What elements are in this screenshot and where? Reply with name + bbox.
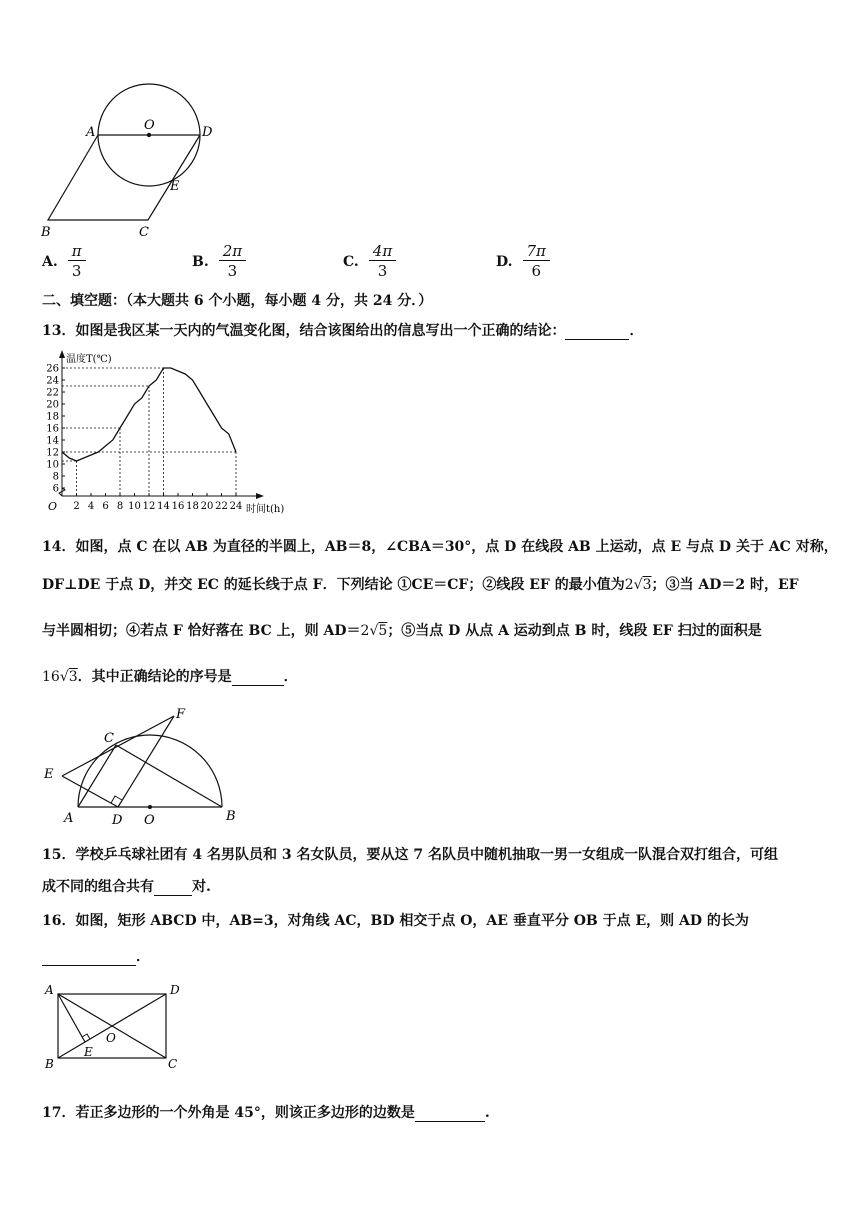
segment-ed [62, 776, 118, 807]
y-tick-label: 24 [46, 375, 59, 387]
option-fraction: $\frac{7\pi}{6}$ [523, 242, 550, 281]
x-tick-label: 16 [171, 501, 185, 512]
figure-q12-circle-parallelogram [36, 78, 236, 240]
x-tick-label: 22 [215, 501, 228, 512]
label-c: C [104, 731, 114, 746]
question-16-line-1: 16．如图，矩形 ABCD 中，AB=3，对角线 AC，BD 相交于点 O，AE 垂直平分 OB 于点 E，则 AD 的长为 [42, 913, 749, 929]
x-tick-label: 14 [157, 501, 170, 512]
center-dot-o [148, 805, 152, 809]
y-tick-label: 6 [52, 483, 59, 495]
section-heading: 二、填空题：（本大题共 6 个小题，每小题 4 分，共 24 分．） [42, 293, 433, 309]
answer-blank-13[interactable] [565, 325, 629, 340]
radical-2-root-5: 2√5 [360, 623, 388, 639]
label-b: B [41, 225, 51, 240]
question-16-line-2: ． [42, 946, 150, 966]
label-a: A [64, 811, 74, 826]
label-e: E [84, 1045, 93, 1059]
question-14-line-4: 16√3．其中正确结论的序号是 ． [42, 669, 298, 685]
origin-label: O [48, 500, 58, 513]
y-tick-label: 22 [46, 387, 59, 399]
center-dot [147, 133, 151, 137]
label-o: O [106, 1031, 116, 1045]
y-axis-label: 温度T(℃) [66, 354, 112, 365]
question-14-line-1: 14．如图，点 C 在以 AB 为直径的半圆上，AB＝8，∠CBA＝30°，点 D 在线段 AB 上运动，点 E 与点 D 关于 AC 对称， [42, 539, 838, 555]
option-b[interactable] [192, 242, 246, 281]
label-d: D [170, 983, 180, 997]
label-a: A [45, 983, 54, 997]
right-angle-mark [111, 796, 122, 803]
question-15-line-1: 15．学校乒乓球社团有 4 名男队员和 3 名女队员，要从这 7 名队员中随机抽取一男一女组成一队混合双打组合，可组 [42, 847, 778, 863]
label-b: B [226, 809, 236, 824]
x-tick-label: 8 [116, 501, 124, 512]
question-13: 13．如图是我区某一天内的气温变化图，结合该图给出的信息写出一个正确的结论： ． [42, 323, 644, 339]
x-tick-label: 10 [128, 501, 141, 512]
x-tick-label: 12 [142, 501, 156, 512]
answer-blank-17[interactable] [415, 1107, 485, 1122]
radical-2-root-3: 2√3 [624, 577, 652, 593]
label-e: E [170, 179, 180, 194]
option-letter: D. [496, 253, 513, 270]
x-tick-label: 24 [229, 501, 243, 512]
question-14-line-2: DF⊥DE 于点 D，并交 EC 的延长线于点 F．下列结论 ①CE＝CF；②线段 EF 的最小值为2√3；③当 AD＝2 时，EF [42, 577, 799, 593]
answer-blank-16[interactable] [42, 951, 136, 966]
x-tick-label: 2 [73, 501, 80, 512]
question-15-line-2: 成不同的组合共有 对. [42, 879, 211, 895]
x-tick-label: 20 [200, 501, 214, 512]
answer-blank-15[interactable] [154, 881, 192, 896]
option-c[interactable] [343, 242, 396, 281]
segment-ef [62, 716, 174, 776]
label-d: D [202, 125, 213, 140]
x-tick-label: 4 [87, 501, 95, 512]
x-tick-label: 18 [186, 501, 199, 512]
y-tick-label: 14 [46, 435, 59, 447]
option-letter: B. [192, 253, 209, 270]
option-d[interactable] [496, 242, 550, 281]
label-c: C [139, 225, 149, 240]
y-tick-label: 10 [46, 459, 59, 471]
figure-q16-rectangle [38, 980, 198, 1072]
segment-df [118, 716, 174, 807]
question-14-line-3: 与半圆相切；④若点 F 恰好落在 BC 上，则 AD＝2√5；⑤当点 D 从点 A 运动到点 B 时，线段 EF 扫过的面积是 [42, 623, 762, 639]
y-axis-arrow [59, 350, 65, 358]
answer-blank-14[interactable] [232, 671, 284, 686]
label-o: O [144, 813, 155, 828]
figure-q14-semicircle [38, 702, 250, 828]
label-b: B [45, 1057, 54, 1071]
label-f: F [176, 707, 186, 722]
label-c: C [168, 1057, 178, 1071]
option-letter: A. [42, 253, 58, 270]
temperature-chart [36, 348, 300, 520]
question-17: 17．若正多边形的一个外角是 45°，则该正多边形的边数是 . [42, 1105, 490, 1121]
option-fraction: $\frac{\pi}{3}$ [68, 242, 86, 281]
segment-ac [78, 745, 116, 807]
segment-bc [116, 745, 222, 807]
radical-16-root-3: 16√3 [42, 669, 78, 685]
label-d: D [112, 813, 123, 828]
x-axis-label: 时间t(h) [246, 504, 285, 515]
label-a: A [86, 125, 96, 140]
y-tick-label: 12 [46, 447, 59, 459]
x-axis-arrow [256, 493, 264, 499]
option-a[interactable] [42, 242, 86, 281]
label-e: E [44, 767, 54, 782]
option-fraction: $\frac{4\pi}{3}$ [369, 242, 396, 281]
x-tick-label: 6 [102, 501, 109, 512]
y-tick-label: 16 [46, 423, 59, 435]
y-tick-label: 20 [46, 399, 59, 411]
y-tick-label: 26 [46, 363, 59, 375]
option-letter: C. [343, 253, 359, 270]
y-tick-label: 18 [46, 411, 59, 423]
segment-ae [58, 994, 85, 1042]
y-tick-label: 8 [52, 471, 59, 483]
label-o: O [144, 118, 155, 133]
option-fraction: $\frac{2\pi}{3}$ [219, 242, 246, 281]
